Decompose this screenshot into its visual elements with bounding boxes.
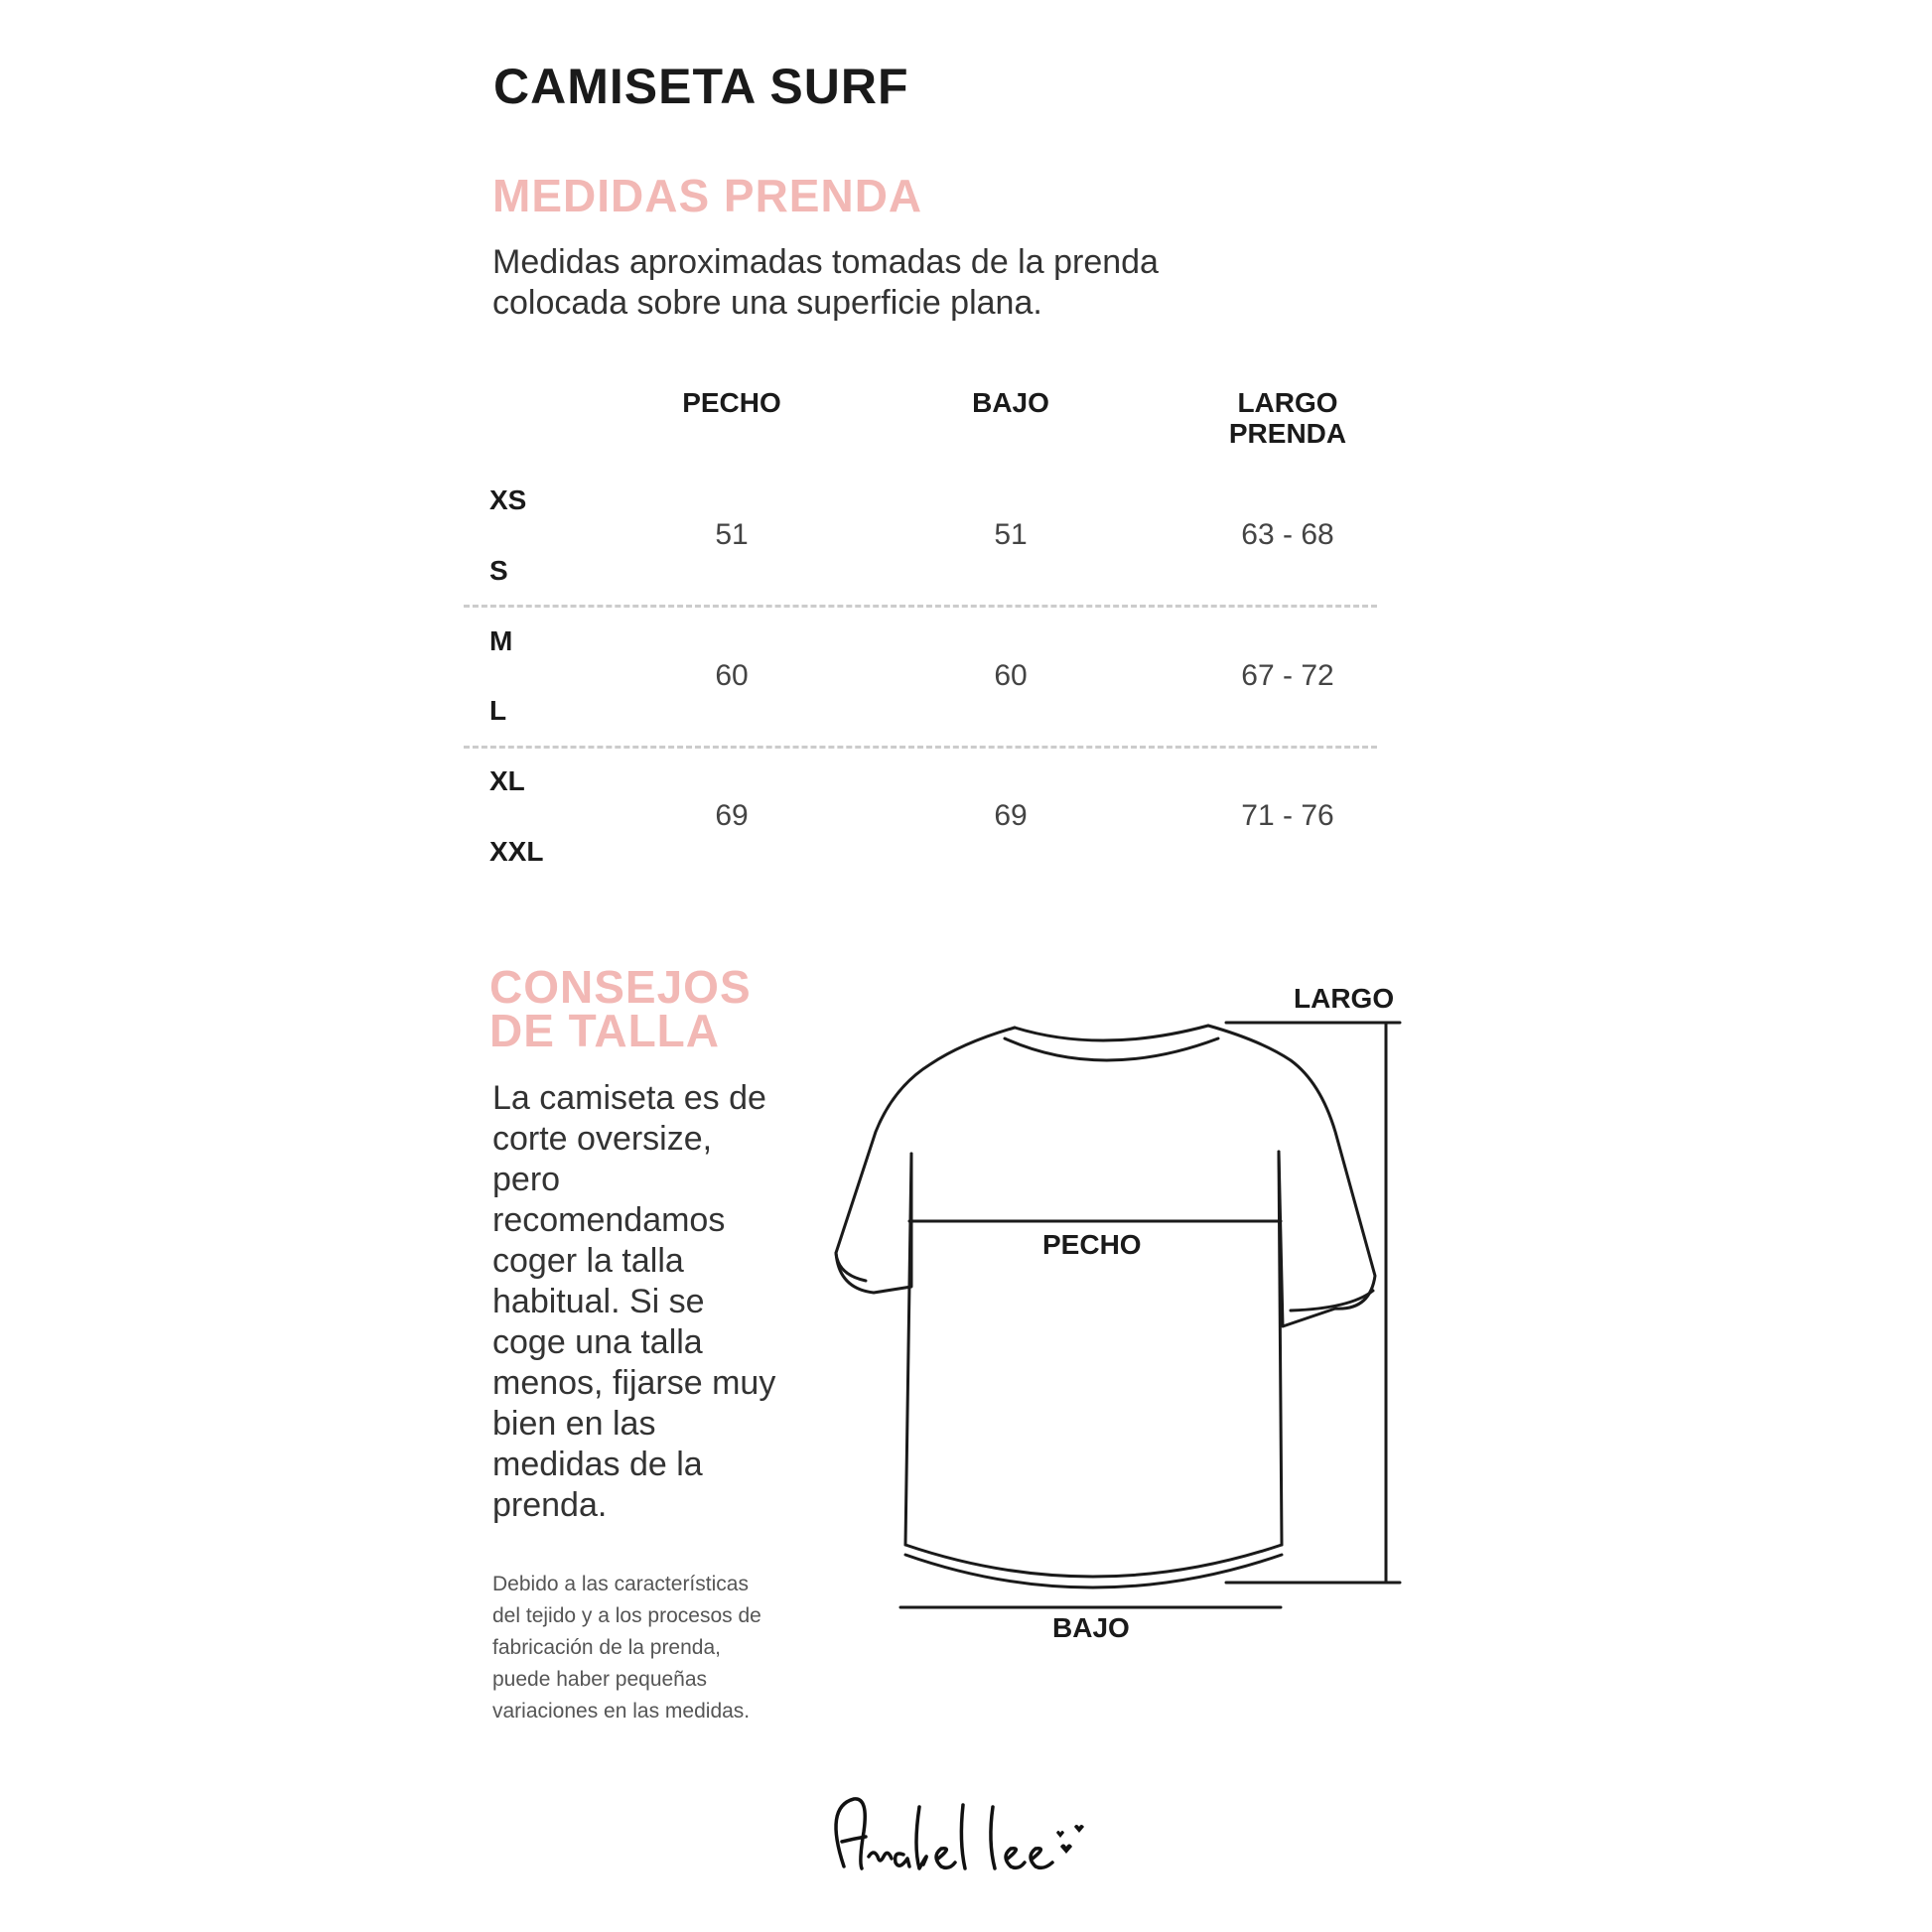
value-pecho: 69	[715, 799, 749, 832]
note-line: fabricación de la prenda,	[492, 1636, 721, 1659]
column-header-largo-line: PRENDA	[1228, 418, 1347, 449]
value-pecho: 60	[715, 659, 749, 692]
value-bajo: 51	[994, 518, 1028, 551]
diagram-label-bajo: BAJO	[1052, 1612, 1130, 1643]
diagram-label-largo: LARGO	[1294, 983, 1395, 1014]
left-sleeve-outline	[836, 1028, 1015, 1293]
column-header-bajo: BAJO	[972, 387, 1049, 418]
value-largo: 67 - 72	[1241, 659, 1334, 692]
advice-line: coge una talla	[492, 1323, 703, 1361]
left-cuff	[836, 1253, 866, 1281]
right-sleeve-outline	[1208, 1026, 1375, 1326]
value-largo: 71 - 76	[1241, 799, 1334, 832]
page-title: CAMISETA SURF	[493, 59, 909, 114]
advice-line: recomendamos	[492, 1201, 726, 1239]
size-label: S	[489, 555, 508, 586]
column-header-pecho: PECHO	[682, 387, 781, 418]
advice-line: habitual. Si se	[492, 1283, 705, 1320]
column-header-largo-line: LARGO	[1237, 387, 1338, 418]
advice-line: coger la talla	[492, 1242, 684, 1280]
advice-line: La camiseta es de	[492, 1079, 766, 1117]
note-line: Debido a las características	[492, 1573, 749, 1595]
value-pecho: 51	[715, 518, 749, 551]
advice-line: menos, fijarse muy	[492, 1364, 776, 1402]
advice-line: pero	[492, 1161, 561, 1198]
intro-line: Medidas aproximadas tomadas de la prenda	[492, 243, 1159, 281]
diagram-label-pecho: PECHO	[1042, 1229, 1142, 1260]
note-line: puede haber pequeñas	[492, 1668, 708, 1691]
advice-heading-line: CONSEJOS	[489, 961, 752, 1013]
size-label: XL	[489, 765, 525, 796]
right-cuff	[1291, 1291, 1373, 1311]
size-label: XXL	[489, 836, 544, 867]
note-line: del tejido y a los procesos de	[492, 1604, 761, 1627]
size-label: XS	[489, 484, 527, 515]
size-label: L	[489, 695, 507, 726]
size-label: M	[489, 625, 513, 656]
advice-heading-line: DE TALLA	[489, 1005, 721, 1056]
advice-line: prenda.	[492, 1486, 608, 1524]
value-bajo: 69	[994, 799, 1028, 832]
intro-line: colocada sobre una superficie plana.	[492, 284, 1042, 322]
note-line: variaciones en las medidas.	[492, 1700, 751, 1723]
advice-line: bien en las	[492, 1405, 656, 1443]
advice-line: corte oversize,	[492, 1120, 713, 1158]
brand-logo	[814, 1787, 1112, 1896]
body-left-side	[905, 1154, 911, 1545]
value-bajo: 60	[994, 659, 1028, 692]
collar-outer	[1015, 1026, 1208, 1040]
advice-line: medidas de la	[492, 1446, 703, 1483]
value-largo: 63 - 68	[1241, 518, 1334, 551]
measurements-heading: MEDIDAS PRENDA	[492, 170, 923, 221]
